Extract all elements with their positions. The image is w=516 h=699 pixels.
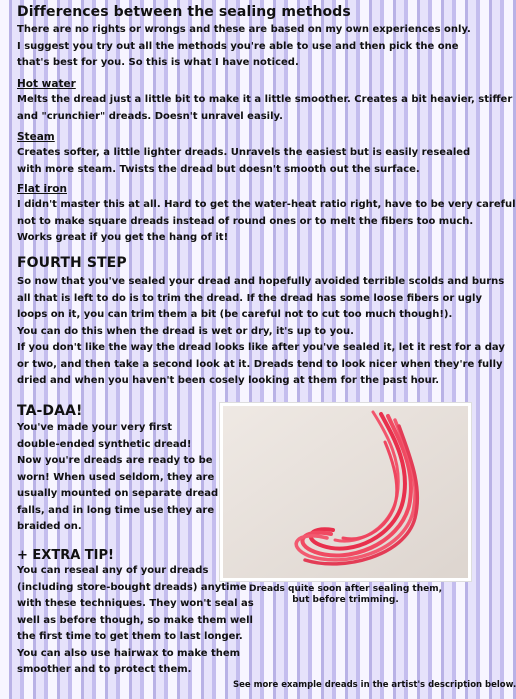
extra-tip-line: well as before though, so make them well: [17, 614, 253, 626]
method-line: Melts the dread just a little bit to make it a little smoother. Creates a bit heavier, stiffer: [17, 94, 513, 105]
tadaa-line: double-ended synthetic dread!: [17, 438, 192, 450]
tadaa-line: braided on.: [17, 521, 82, 532]
extra-tip-line: You can also use hairwax to make them: [17, 647, 241, 659]
extra-tip-line: smoother and to protect them.: [17, 664, 192, 675]
page-title: Differences between the sealing methods: [17, 4, 351, 20]
extra-tip-line: the first time to get them to last longer.: [17, 631, 243, 642]
tadaa-line: usually mounted on separate dread: [17, 488, 219, 499]
caption-line: but before trimming.: [292, 595, 399, 605]
tadaa-line: falls, and in long time use they are: [17, 504, 215, 516]
method-line: not to make square dreads instead of round ones or to melt the fibers too much.: [17, 215, 474, 227]
fourth-step-heading: FOURTH STEP: [17, 255, 127, 271]
dread-photo: [219, 402, 472, 582]
method-text-steam: [17, 145, 470, 178]
intro-text: [17, 22, 471, 72]
tadaa-line: Now you're dreads are ready to be: [17, 455, 213, 466]
extra-tip-line: (including store-bought dreads) anytime: [17, 581, 247, 593]
method-line: Creates softer, a little lighter dreads. Unravels the easiest but is easily resealed: [17, 147, 471, 158]
extra-tip-heading: + EXTRA TIP!: [17, 548, 114, 563]
method-heading-steam: Steam: [17, 131, 55, 143]
method-heading-flat-iron: Flat iron: [17, 183, 67, 195]
fourth-step-text: [17, 274, 505, 390]
extra-tip-line: You can reseal any of your dreads: [17, 565, 209, 576]
fourth-step-line: loops on it, you can trim them a bit (be careful not to cut too much though!).: [17, 309, 453, 320]
dread-photo-image: [223, 406, 468, 578]
intro-line: that's best for you. So this is what I have noticed.: [17, 57, 299, 68]
fourth-step-line: dried and when you haven't been cosely looking at them for the past hour.: [17, 375, 439, 386]
fourth-step-line: or two, and then take a second look at it. Dreads tend to look nicer when they're fully: [17, 358, 503, 370]
intro-line: There are no rights or wrongs and these are based on my own experiences only.: [17, 24, 471, 35]
tadaa-line: You've made your very first: [17, 422, 172, 433]
fourth-step-line: If you don't like the way the dread looks like after you've sealed it, let it rest for a day: [17, 342, 505, 353]
method-heading-hot-water: Hot water: [17, 78, 76, 90]
dread-illustration: [223, 406, 468, 578]
method-line: and "crunchier" dreads. Doesn't unravel easily.: [17, 110, 283, 122]
tadaa-heading: TA-DAA!: [17, 403, 83, 419]
method-line: with more steam. Twists the dread but doesn't smooth out the surface.: [17, 163, 420, 175]
tadaa-line: worn! When used seldom, they are: [17, 471, 215, 483]
footer-note: See more example dreads in the artist's description below.: [233, 680, 516, 690]
caption-line: Dreads quite soon after sealing them,: [248, 584, 443, 594]
photo-caption: [219, 584, 472, 606]
tadaa-text: [17, 420, 218, 536]
method-line: I didn't master this at all. Hard to get the water-heat ratio right, have to be very careful: [17, 199, 516, 210]
fourth-step-line: So now that you've sealed your dread and hopefully avoided terrible scolds and burns: [17, 276, 505, 287]
method-text-flat-iron: [17, 197, 516, 247]
intro-line: I suggest you try out all the methods you're able to use and then pick the one: [17, 40, 459, 52]
fourth-step-line: You can do this when the dread is wet or dry, it's up to you.: [17, 325, 354, 337]
extra-tip-line: with these techniques. They won't seal as: [17, 598, 254, 609]
method-line: Works great if you get the hang of it!: [17, 232, 229, 243]
fourth-step-line: all that is left to do is to trim the dread. If the dread has some loose fibers or ugly: [17, 292, 482, 304]
method-text-hot-water: [17, 92, 512, 125]
